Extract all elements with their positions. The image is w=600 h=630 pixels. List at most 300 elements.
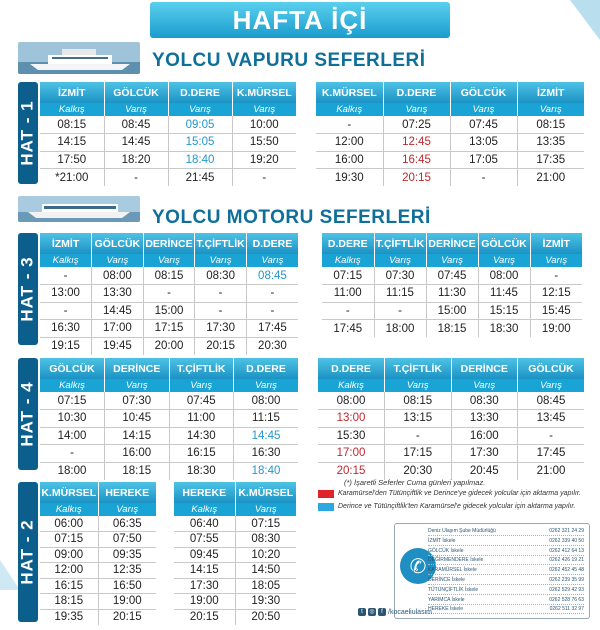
contact-name: HEREKE İskele [428, 606, 464, 613]
departure-arrival-label: Varış [385, 379, 452, 392]
time-cell: - [143, 285, 195, 303]
table-row [322, 267, 582, 285]
time-cell: - [195, 285, 247, 303]
departure-arrival-label: Varış [235, 503, 296, 516]
table-row [40, 563, 156, 579]
hat-2-label: HAT - 2 [18, 482, 38, 622]
time-cell: 19:00 [98, 594, 156, 610]
table-row [318, 462, 584, 480]
time-cell: 11:15 [374, 285, 426, 303]
station-header: GÖLCÜK [92, 233, 144, 254]
time-cell: 08:15 [385, 392, 452, 410]
time-cell: 15:50 [232, 134, 296, 152]
note-friday: (*) İşaretli Seferler Cuma günleri yapılmaz. [344, 478, 486, 487]
contact-row [428, 547, 584, 556]
time-cell: 18:00 [40, 462, 105, 480]
table-row [40, 427, 298, 445]
time-cell: 18:30 [478, 320, 530, 338]
station-header: İZMİT [517, 82, 584, 103]
table-row [322, 285, 582, 303]
departure-arrival-label: Varış [450, 103, 517, 116]
station-header: HEREKE [174, 482, 235, 503]
departure-arrival-label: Kalkış [40, 503, 98, 516]
contact-phone[interactable]: 0262 239 35 99 [549, 577, 584, 583]
time-cell: 18:15 [105, 462, 170, 480]
time-cell: 13:35 [517, 134, 584, 152]
time-cell: - [195, 302, 247, 320]
time-cell: - [40, 302, 92, 320]
time-cell: 17:30 [451, 445, 518, 463]
time-cell: 17:50 [40, 151, 104, 169]
time-cell: 11:00 [169, 410, 234, 428]
contact-row [428, 527, 584, 536]
time-cell: 14:50 [235, 563, 296, 579]
time-cell: 14:15 [174, 563, 235, 579]
time-cell: 16:45 [383, 151, 450, 169]
station-header: DERİNCE [451, 358, 518, 379]
table-row [40, 532, 156, 548]
social-bar [358, 608, 432, 616]
time-cell: 14:30 [169, 427, 234, 445]
table-row [174, 563, 296, 579]
time-cell: - [316, 116, 383, 134]
contact-name: TÜTÜNÇİFTLİK İskele [428, 586, 479, 593]
time-cell: 08:30 [195, 267, 247, 285]
time-cell: 18:15 [426, 320, 478, 338]
time-cell: 07:15 [40, 392, 105, 410]
time-cell: 07:45 [169, 392, 234, 410]
departure-arrival-label: Varış [234, 379, 299, 392]
facebook-icon[interactable]: f [378, 608, 386, 616]
time-cell: 14:15 [105, 427, 170, 445]
time-cell: 19:00 [541, 322, 571, 335]
page-title-banner [150, 2, 450, 38]
time-cell: 19:30 [316, 169, 383, 187]
contact-phone[interactable]: 0262 321 24 29 [549, 528, 584, 534]
table-row [40, 516, 156, 532]
departure-arrival-label: Varış [530, 254, 582, 267]
departure-arrival-label: Varış [169, 379, 234, 392]
hat-3-return-table [322, 233, 582, 337]
time-cell: 07:50 [98, 532, 156, 548]
time-cell: 19:00 [174, 594, 235, 610]
time-cell: *21:00 [40, 169, 104, 187]
time-cell: 17:00 [92, 320, 144, 338]
time-cell: 13:00 [318, 410, 385, 428]
station-header: D.DERE [168, 82, 232, 103]
time-cell: 15:45 [530, 302, 582, 320]
hat-1-return-table [316, 82, 584, 186]
contact-name: YARIMCA İskele [428, 596, 465, 603]
time-cell: 08:30 [235, 532, 296, 548]
contact-row [428, 537, 584, 546]
hat-3-outbound-table [40, 233, 298, 355]
departure-arrival-label: Varış [383, 103, 450, 116]
time-cell: 06:00 [40, 516, 98, 532]
time-cell: - [518, 427, 585, 445]
departure-arrival-label: Varış [374, 254, 426, 267]
contact-name: GÖLCÜK İskele [428, 547, 464, 554]
station-header: GÖLCÜK [518, 358, 585, 379]
station-header: D.DERE [383, 82, 450, 103]
table-row [174, 516, 296, 532]
time-cell: 08:00 [234, 392, 299, 410]
time-cell: 07:45 [450, 116, 517, 134]
time-cell: 07:25 [383, 116, 450, 134]
contact-phone[interactable]: 0262 426 19 21 [549, 557, 584, 564]
hat-3-label: HAT - 3 [18, 233, 38, 345]
time-cell: 13:45 [518, 410, 585, 428]
table-row [316, 116, 584, 134]
time-cell: 21:45 [168, 169, 232, 187]
table-row [40, 337, 298, 355]
page-title: HAFTA İÇİ [232, 4, 368, 35]
contact-phone[interactable]: 0262 529 42 93 [549, 586, 584, 593]
contact-phone[interactable]: 0262 412 64 13 [549, 547, 584, 554]
time-cell: - [104, 169, 168, 187]
ferry-photo [18, 42, 140, 74]
hat-4-outbound-table [40, 358, 298, 480]
red-legend-swatch [318, 490, 334, 498]
station-header: T.ÇİFTLİK [385, 358, 452, 379]
time-cell: - [40, 267, 92, 285]
time-cell: 15:00 [143, 302, 195, 320]
time-cell: 12:35 [98, 563, 156, 579]
departure-arrival-label: Kalkış [40, 254, 92, 267]
time-cell: 20:15 [383, 169, 450, 187]
time-cell: 14:45 [92, 302, 144, 320]
table-row [40, 462, 298, 480]
time-cell: 18:20 [104, 151, 168, 169]
contact-row [428, 586, 584, 595]
table-row [40, 609, 156, 625]
time-cell: - [246, 302, 298, 320]
time-cell: 07:55 [174, 532, 235, 548]
time-cell: 07:30 [374, 267, 426, 285]
time-cell: 08:45 [104, 116, 168, 134]
time-cell: 07:15 [40, 532, 98, 548]
twitter-icon[interactable]: t [358, 608, 366, 616]
phone-icon: ✆ [400, 548, 436, 584]
contact-name: Deniz Ulaşım Şube Müdürlüğü [428, 528, 496, 534]
departure-arrival-label: Varış [232, 103, 296, 116]
station-header: GÖLCÜK [478, 233, 530, 254]
motorboat-photo [18, 196, 140, 222]
time-cell: 17:15 [385, 445, 452, 463]
hat-1-outbound-table [40, 82, 296, 186]
station-header: D.DERE [318, 358, 385, 379]
contact-phone[interactable]: 0262 511 32 97 [549, 606, 584, 613]
time-cell: 08:15 [517, 116, 584, 134]
time-cell: 10:30 [40, 410, 105, 428]
table-row [318, 410, 584, 428]
station-header: İZMİT [530, 233, 582, 254]
table-row [40, 445, 298, 463]
time-cell: 08:45 [246, 267, 298, 285]
time-cell: 18:40 [251, 465, 281, 477]
time-cell: 21:00 [536, 171, 566, 184]
hat-4-label: HAT - 4 [18, 358, 38, 470]
time-cell: 18:30 [169, 462, 234, 480]
station-header: T.ÇİFTLİK [374, 233, 426, 254]
time-cell: 06:35 [98, 516, 156, 532]
time-cell: 08:00 [92, 267, 144, 285]
contact-phone[interactable]: 0262 339 40 50 [549, 537, 584, 544]
time-cell: 13:00 [40, 285, 92, 303]
contact-phone[interactable]: 0262 452 45 48 [549, 567, 584, 574]
section-title-motor: YOLCU MOTORU SEFERLERİ [152, 207, 431, 228]
contact-row [428, 605, 584, 614]
time-cell: 08:15 [40, 116, 104, 134]
time-cell: 18:40 [168, 151, 232, 169]
time-cell: 09:00 [40, 547, 98, 563]
note-blue: Derince ve Tütünçiftlik'ten Karamürsel'e gidecek yolcular için aktarma yapılır. [338, 503, 576, 510]
time-cell: 16:15 [40, 578, 98, 594]
contact-row [428, 576, 584, 585]
station-header: T.ÇİFTLİK [195, 233, 247, 254]
social-handle[interactable]: /kocaeliulasim [388, 608, 432, 616]
note-red: Karamürsel'den Tütünçiftlik ve Derince'ye gidecek yolcular için aktarma yapılır. [338, 490, 581, 497]
table-row [40, 116, 296, 134]
time-cell: 19:45 [92, 337, 144, 355]
table-row [40, 302, 298, 320]
table-row [316, 134, 584, 152]
time-cell: 21:00 [536, 465, 566, 477]
table-row [316, 151, 584, 169]
time-cell: 20:00 [143, 337, 195, 355]
time-cell: 20:15 [318, 462, 385, 480]
time-cell: 16:15 [169, 445, 234, 463]
departure-arrival-label: Varış [143, 254, 195, 267]
table-row [40, 392, 298, 410]
time-cell: 08:30 [451, 392, 518, 410]
departure-arrival-label: Kalkış [40, 379, 105, 392]
time-cell: - [530, 267, 582, 285]
station-header: K.MÜRSEL [232, 82, 296, 103]
table-row [40, 410, 298, 428]
station-header: DERİNCE [105, 358, 170, 379]
station-header: GÖLCÜK [450, 82, 517, 103]
departure-arrival-label: Kalkış [318, 379, 385, 392]
departure-arrival-label: Kalkış [40, 103, 104, 116]
contact-name: DEĞİRMENDERE İskele [428, 557, 484, 564]
time-cell: - [40, 445, 105, 463]
time-cell: 12:00 [40, 563, 98, 579]
station-header: DERİNCE [426, 233, 478, 254]
time-cell: 20:30 [258, 340, 287, 352]
time-cell: 17:30 [174, 578, 235, 594]
instagram-icon[interactable]: ◎ [369, 609, 375, 615]
table-row [318, 392, 584, 410]
table-row [318, 445, 584, 463]
time-cell: 11:15 [234, 410, 299, 428]
time-cell: 15:05 [168, 134, 232, 152]
time-cell: 15:00 [426, 302, 478, 320]
time-cell: 17:45 [246, 320, 298, 338]
time-cell: 11:45 [478, 285, 530, 303]
departure-arrival-label: Varış [478, 254, 530, 267]
time-cell: 17:45 [518, 445, 585, 463]
station-header: GÖLCÜK [104, 82, 168, 103]
corner-decoration [570, 0, 600, 40]
time-cell: 19:20 [232, 151, 296, 169]
time-cell: 19:15 [40, 337, 92, 355]
table-row [40, 594, 156, 610]
hat-1-label: HAT - 1 [18, 82, 38, 184]
departure-arrival-label: Varış [451, 379, 518, 392]
time-cell: - [450, 169, 517, 187]
table-row [322, 320, 582, 338]
time-cell: 16:00 [451, 427, 518, 445]
section-title-vapur: YOLCU VAPURU SEFERLERİ [152, 50, 426, 71]
time-cell: 17:00 [318, 445, 385, 463]
station-header: K.MÜRSEL [40, 482, 98, 503]
time-cell: 11:30 [426, 285, 478, 303]
table-row [40, 134, 296, 152]
departure-arrival-label: Varış [168, 103, 232, 116]
time-cell: 07:30 [105, 392, 170, 410]
time-cell: 19:35 [40, 609, 98, 625]
time-cell: 12:15 [530, 285, 582, 303]
departure-arrival-label: Kalkış [316, 103, 383, 116]
time-cell: 17:35 [517, 151, 584, 169]
time-cell: 20:15 [195, 337, 247, 355]
time-cell: 16:00 [105, 445, 170, 463]
station-header: GÖLCÜK [40, 358, 105, 379]
table-row [318, 427, 584, 445]
time-cell: 08:00 [318, 392, 385, 410]
station-header: HEREKE [98, 482, 156, 503]
departure-arrival-label: Kalkış [174, 503, 235, 516]
time-cell: 20:15 [112, 611, 142, 623]
station-header: D.DERE [234, 358, 299, 379]
time-cell: 10:45 [105, 410, 170, 428]
departure-arrival-label: Varış [104, 103, 168, 116]
departure-arrival-label: Kalkış [322, 254, 374, 267]
time-cell: 18:15 [40, 594, 98, 610]
hat-4-return-table [318, 358, 584, 480]
time-cell: 16:00 [316, 151, 383, 169]
time-cell: 10:00 [232, 116, 296, 134]
time-cell: 20:50 [251, 611, 281, 623]
time-cell: 17:45 [322, 320, 374, 338]
departure-arrival-label: Varış [518, 379, 585, 392]
time-cell: 15:30 [318, 427, 385, 445]
station-header: T.ÇİFTLİK [169, 358, 234, 379]
station-header: K.MÜRSEL [316, 82, 383, 103]
station-header: K.MÜRSEL [235, 482, 296, 503]
station-header: İZMİT [40, 233, 92, 254]
station-header: İZMİT [40, 82, 104, 103]
time-cell: - [385, 427, 452, 445]
time-cell: 16:30 [40, 320, 92, 338]
departure-arrival-label: Varış [426, 254, 478, 267]
table-row [174, 578, 296, 594]
time-cell: 20:30 [385, 462, 452, 480]
time-cell: 13:15 [385, 410, 452, 428]
time-cell: 16:50 [98, 578, 156, 594]
time-cell: 09:45 [174, 547, 235, 563]
contact-row [428, 566, 584, 575]
departure-arrival-label: Varış [98, 503, 156, 516]
time-cell: 19:30 [235, 594, 296, 610]
time-cell: 13:30 [451, 410, 518, 428]
departure-arrival-label: Varış [92, 254, 144, 267]
table-row [174, 609, 296, 625]
table-row [40, 547, 156, 563]
time-cell: 13:30 [92, 285, 144, 303]
hat-2-outbound-table [40, 482, 156, 625]
time-cell: 12:00 [316, 134, 383, 152]
time-cell: 14:45 [104, 134, 168, 152]
time-cell: - [262, 171, 267, 184]
time-cell: - [322, 302, 374, 320]
departure-arrival-label: Varış [517, 103, 584, 116]
time-cell: 15:15 [478, 302, 530, 320]
table-row [322, 302, 582, 320]
time-cell: 20:15 [174, 609, 235, 625]
time-cell: 18:05 [235, 578, 296, 594]
station-header: DERİNCE [143, 233, 195, 254]
contact-name: KARAMÜRSEL İskele [428, 567, 477, 574]
time-cell: 07:15 [322, 267, 374, 285]
time-cell: 07:45 [426, 267, 478, 285]
table-row [174, 547, 296, 563]
time-cell: 14:00 [40, 427, 105, 445]
time-cell: 06:40 [174, 516, 235, 532]
time-cell: 09:35 [98, 547, 156, 563]
time-cell: 14:45 [234, 427, 299, 445]
time-cell: 17:05 [450, 151, 517, 169]
table-row [40, 285, 298, 303]
time-cell: 10:20 [235, 547, 296, 563]
hat-2-return-table [174, 482, 296, 625]
time-cell: 12:45 [383, 134, 450, 152]
blue-legend-swatch [318, 503, 334, 511]
contact-row [428, 556, 584, 565]
time-cell: 09:05 [168, 116, 232, 134]
departure-arrival-label: Varış [195, 254, 247, 267]
time-cell: 14:15 [40, 134, 104, 152]
time-cell: 17:15 [143, 320, 195, 338]
time-cell: 20:45 [451, 462, 518, 480]
time-cell: 08:15 [143, 267, 195, 285]
departure-arrival-label: Varış [246, 254, 298, 267]
time-cell: 18:00 [374, 320, 426, 338]
departure-arrival-label: Varış [105, 379, 170, 392]
contact-name: DERİNCE İskele [428, 577, 465, 583]
contact-row [428, 596, 584, 605]
table-row [40, 151, 296, 169]
table-row [174, 532, 296, 548]
time-cell: 17:30 [195, 320, 247, 338]
table-row [40, 267, 298, 285]
time-cell: - [374, 302, 426, 320]
table-row [40, 320, 298, 338]
contact-name: İZMİT İskele [428, 537, 456, 544]
time-cell: 08:00 [478, 267, 530, 285]
time-cell: 13:05 [450, 134, 517, 152]
time-cell: 08:45 [518, 392, 585, 410]
table-row [174, 594, 296, 610]
table-row [40, 578, 156, 594]
time-cell: 11:00 [322, 285, 374, 303]
time-cell: 07:15 [235, 516, 296, 532]
time-cell: - [246, 285, 298, 303]
contact-phone[interactable]: 0262 528 76 63 [549, 596, 584, 603]
table-row [40, 169, 296, 187]
table-row [316, 169, 584, 187]
